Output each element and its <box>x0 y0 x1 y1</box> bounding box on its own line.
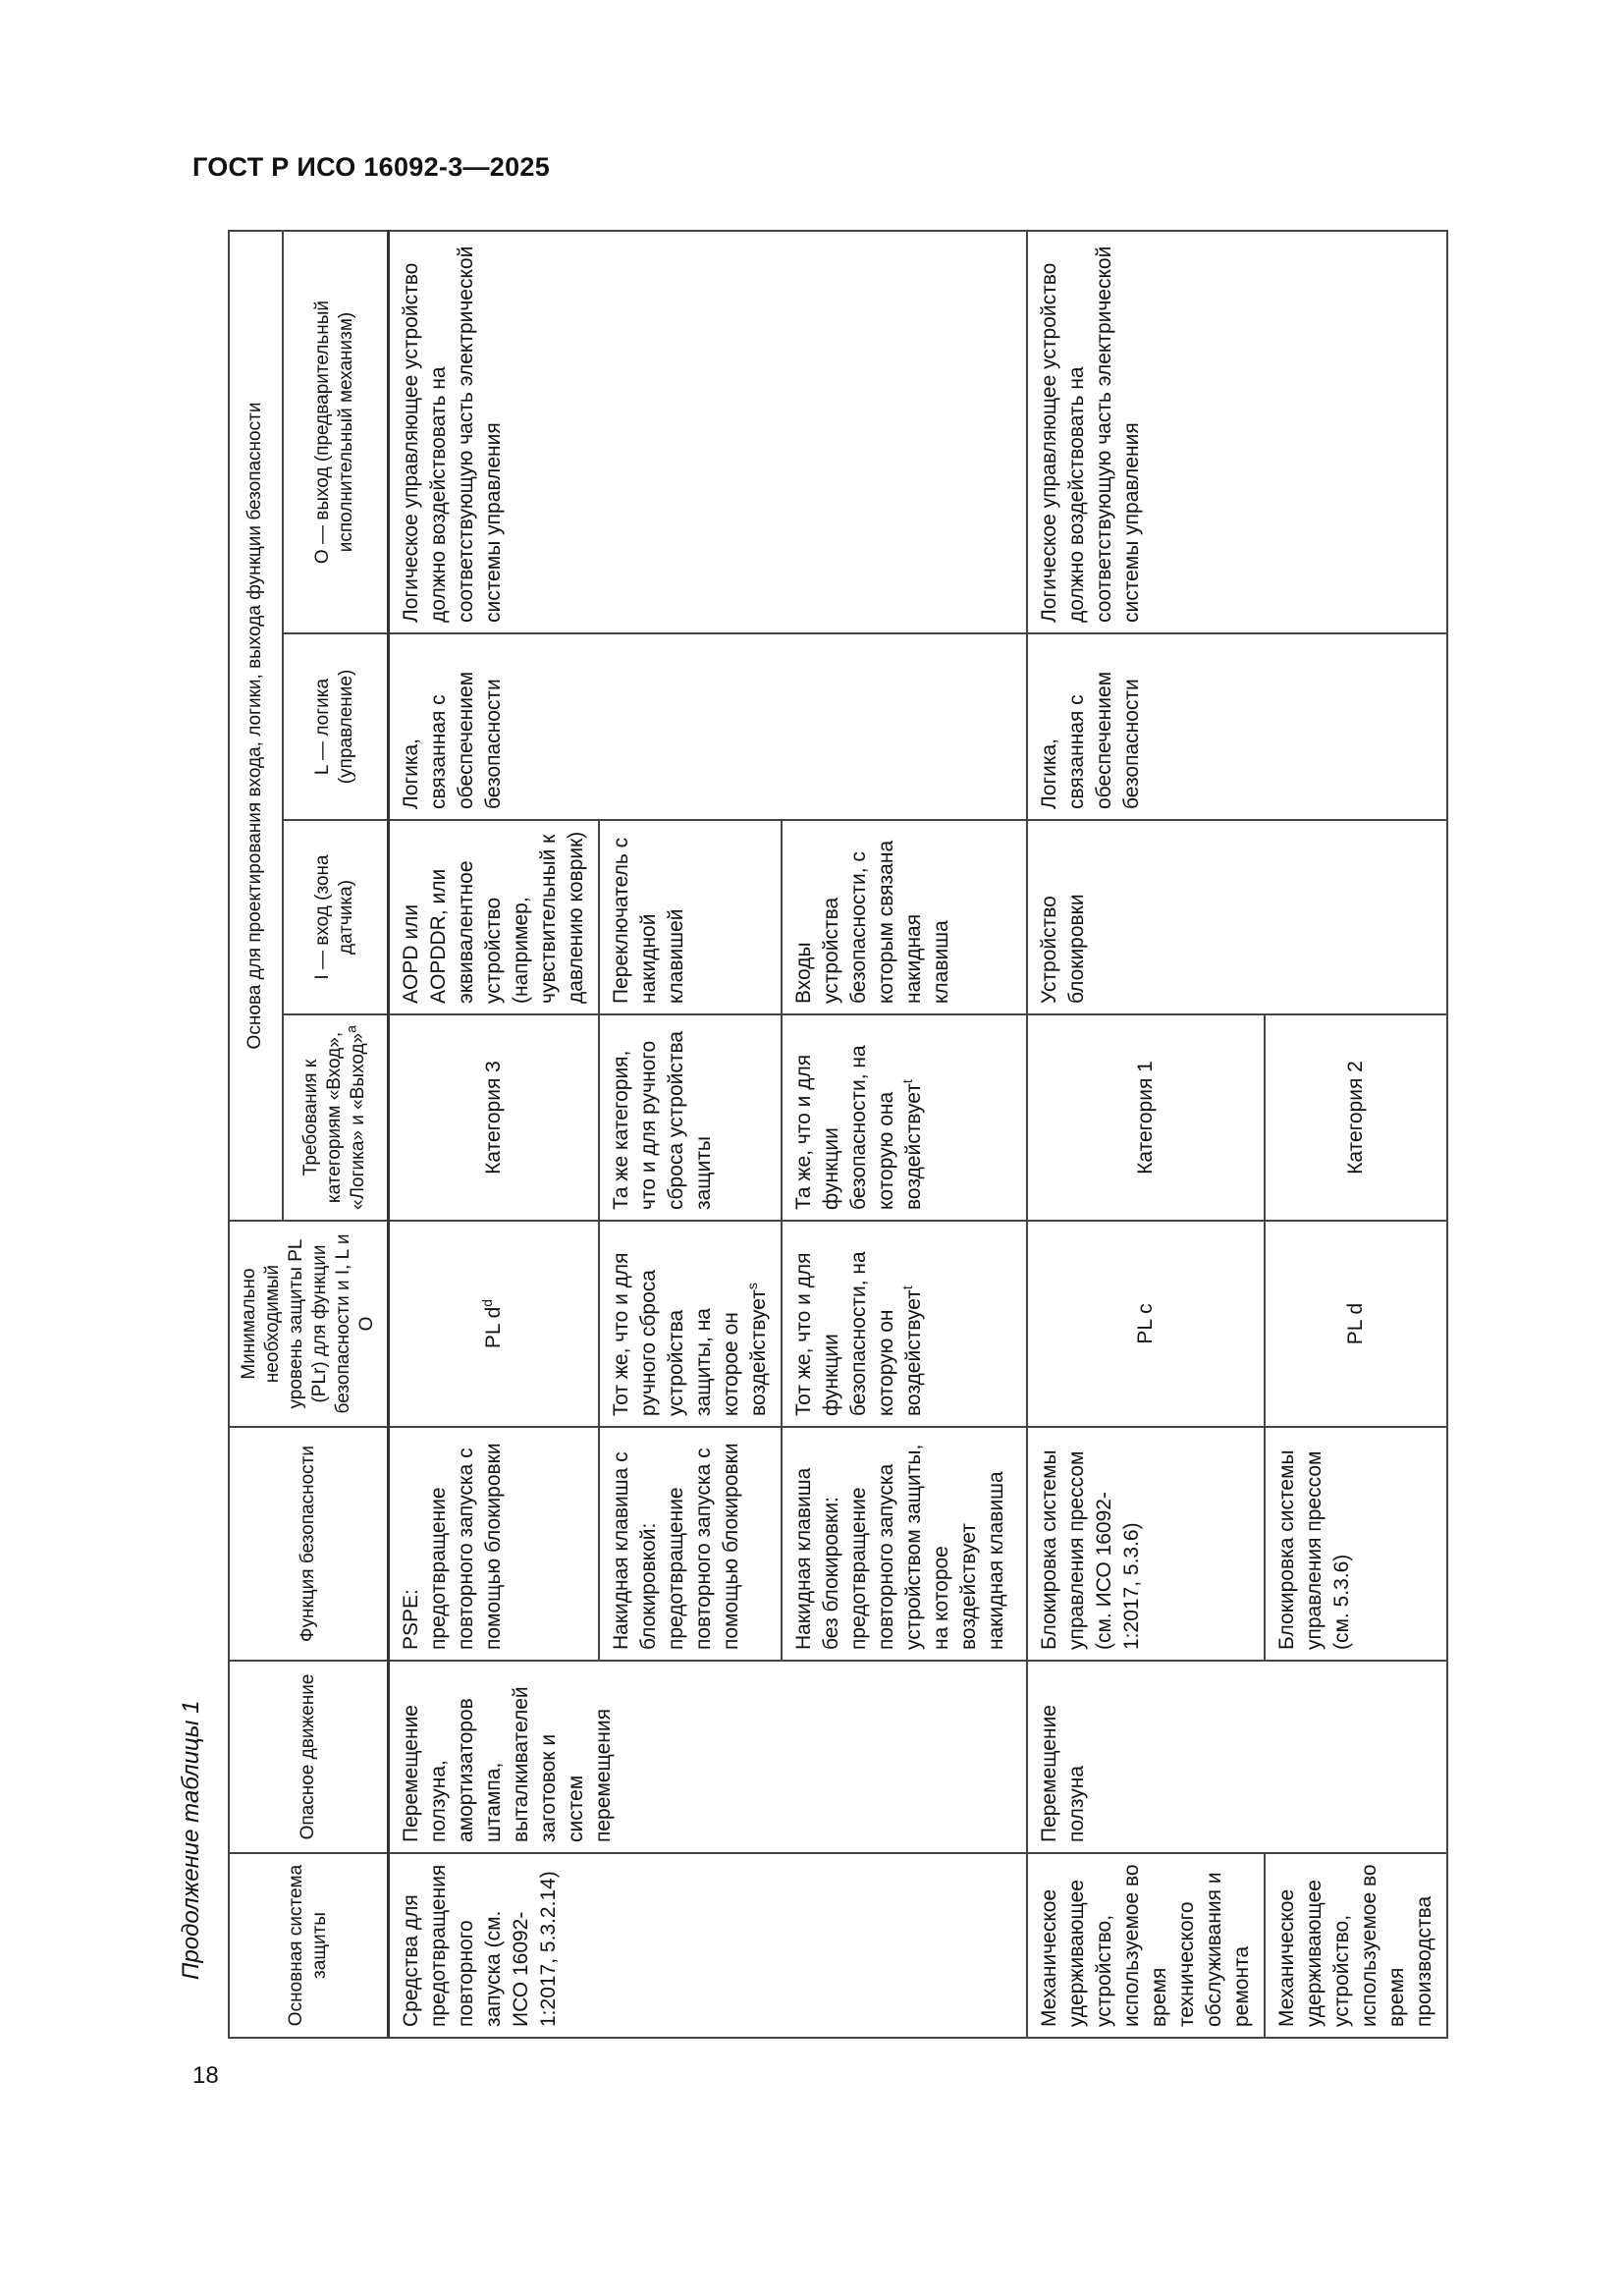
cell-plr-text: Тот же, что и для ручного сброса устройства защиты, на которое он воздействует <box>610 1252 770 1416</box>
footnote-ref-t: t <box>899 1079 915 1084</box>
cell-function: Блокировка системы управления прессом (см. 5.3.6) <box>1265 1427 1447 1661</box>
cell-input: Устройство блокировки <box>1027 820 1447 1014</box>
header-function: Функция безопасности <box>229 1427 389 1661</box>
header-logic: L — логика (управление) <box>283 633 389 820</box>
footnote-ref-d: d <box>479 1298 495 1307</box>
cell-plr <box>782 1221 1027 1427</box>
cell-hazard: Перемещение ползуна <box>1027 1661 1447 1853</box>
cell-system: Механическое удерживающее устройство, используемое во время производства <box>1265 1853 1447 2038</box>
cell-output: Логическое управляющее устройство должно воздействовать на соответствующую часть электрической системы управления <box>1027 231 1447 633</box>
cell-plr <box>389 1221 600 1427</box>
cell-input: Переключатель с накидной клавишей <box>599 820 782 1014</box>
header-plr <box>229 1221 389 1427</box>
safety-functions-table <box>228 230 1448 2039</box>
header-requirements-text: Требования к категориям «Вход», «Логика» и «Выход» <box>300 1031 369 1210</box>
header-output: O — выход (предварительный исполнительный механизм) <box>283 231 389 633</box>
cell-plr-text: PL d <box>482 1306 505 1349</box>
cell-plr: PL c <box>1027 1221 1265 1427</box>
cell-logic: Логика, связанная с обеспечением безопасности <box>389 633 1028 820</box>
footnote-ref-t: t <box>899 1285 915 1290</box>
header-hazard: Опасное движение <box>229 1661 389 1853</box>
cell-requirements: Категория 3 <box>389 1014 600 1221</box>
table-row <box>389 231 600 2038</box>
header-design-basis: Основа для проектирования входа, логики, выхода функции безопасности <box>229 231 283 1221</box>
footnote-ref-a: a <box>344 1025 360 1033</box>
cell-output: Логическое управляющее устройство должно воздействовать на соответствующую часть электрической системы управления <box>389 231 1028 633</box>
cell-system: Средства для предотвращения повторного запуска (см. ИСО 16092-1:2017, 5.3.2.14) <box>389 1853 1028 2038</box>
cell-requirements: Категория 2 <box>1265 1014 1447 1221</box>
cell-function: Блокировка системы управления прессом (см. ИСО 16092-1:2017, 5.3.6) <box>1027 1427 1265 1661</box>
cell-requirements <box>782 1014 1027 1221</box>
header-system: Основная система защиты <box>229 1853 389 2038</box>
cell-input: AOPD или AOPDDR, или эквивалентное устройство (например, чувствительный к давлению коврик) <box>389 820 600 1014</box>
cell-logic: Логика, связанная с обеспечением безопасности <box>1027 633 1447 820</box>
table-caption: Продолжение таблицы 1 <box>178 1700 204 1980</box>
footnote-ref-s: s <box>744 1283 760 1290</box>
cell-requirements: Та же категория, что и для ручного сброса устройства защиты <box>599 1014 782 1221</box>
cell-requirements: Категория 1 <box>1027 1014 1265 1221</box>
cell-function: Накидная клавиша без блокировки: предотвращение повторного запуска устройством защиты, на которое воздействует накидная клавиша <box>782 1427 1027 1661</box>
cell-function: PSPE: предотвращение повторного запуска с помощью блокировки <box>389 1427 600 1661</box>
cell-plr <box>599 1221 782 1427</box>
header-requirements <box>283 1014 389 1221</box>
header-input: I — вход (зона датчика) <box>283 820 389 1014</box>
cell-function: Накидная клавиша с блокировкой: предотвращение повторного запуска с помощью блокировки <box>599 1427 782 1661</box>
cell-plr: PL d <box>1265 1221 1447 1427</box>
table-row <box>1027 231 1265 2038</box>
cell-plr-text: Тот же, что и для функции безопасности, на которую он воздействует <box>792 1251 925 1416</box>
document-header: ГОСТ Р ИСО 16092-3—2025 <box>192 152 551 182</box>
cell-input: Входы устройства безопасности, с которым связана накидная клавиша <box>782 820 1027 1014</box>
cell-hazard: Перемещение ползуна, амортизаторов штампа, выталкивателей заготовок и систем перемещения <box>389 1661 1028 1853</box>
cell-system: Механическое удерживающее устройство, используемое во время технического обслуживания и ремонта <box>1027 1853 1265 2038</box>
page-number: 18 <box>192 2062 219 2089</box>
cell-requirements-text: Та же, что и для функции безопасности, на которую она воздействует <box>792 1045 925 1210</box>
rotated-table-container <box>228 232 1435 2039</box>
header-plr-text: Минимально необходимый уровень защиты PL (PLr) для функции безопасности и I, L и O <box>239 1233 377 1414</box>
